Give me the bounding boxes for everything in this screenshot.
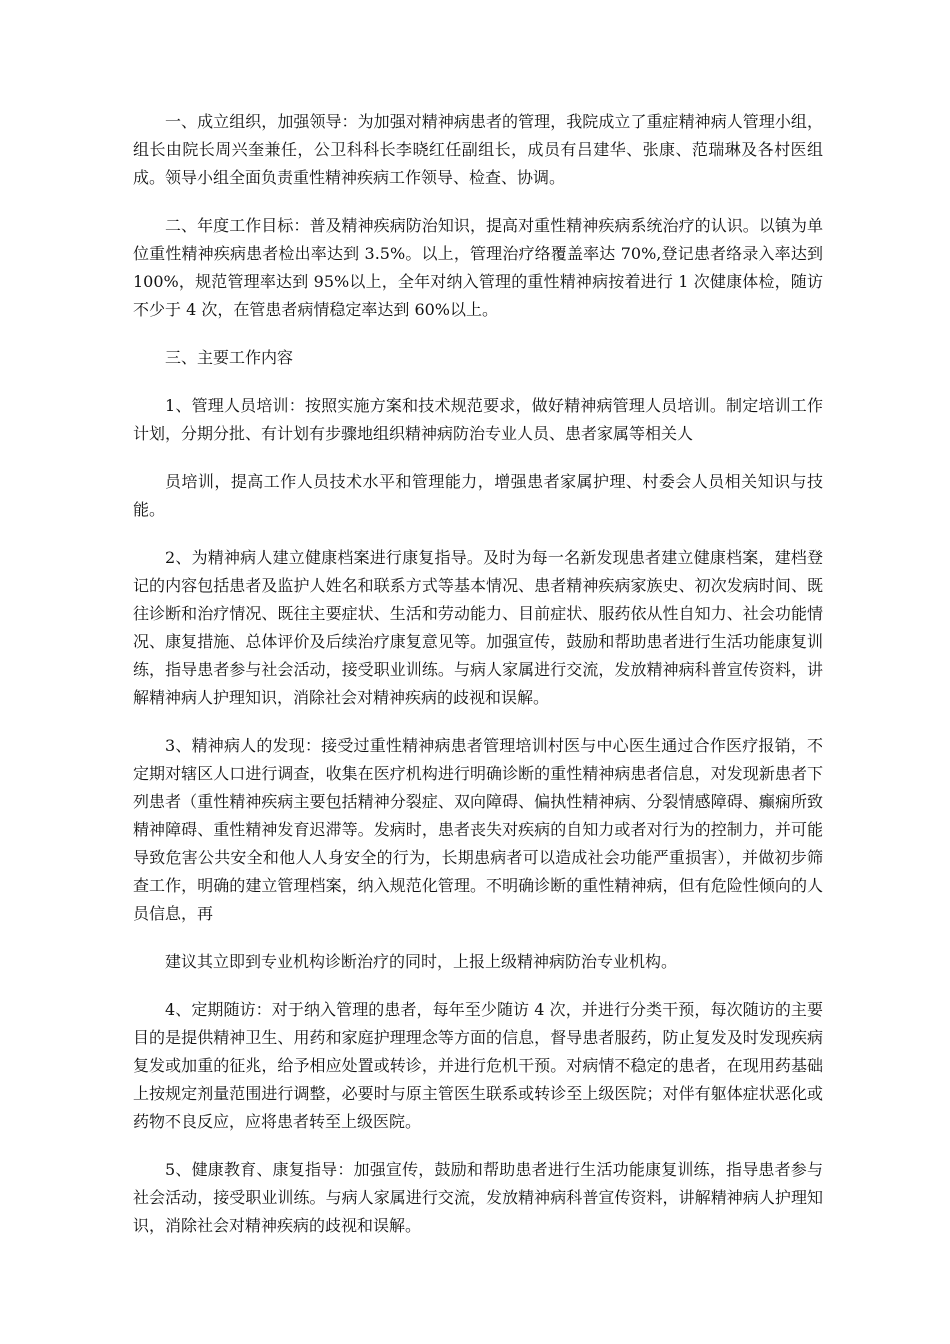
paragraph-staff-training-cont: 员培训，提高工作人员技术水平和管理能力，增强患者家属护理、村委会人员相关知识与技能。 <box>133 472 823 519</box>
section-heading-main-work: 三、主要工作内容 <box>165 348 294 367</box>
paragraph-patient-discovery-cont: 建议其立即到专业机构诊断治疗的同时，上报上级精神病防治专业机构。 <box>165 952 678 971</box>
paragraph-health-records: 2、为精神病人建立健康档案进行康复指导。及时为每一名新发现患者建立健康档案，建档登记的内容包括患者及监护人姓名和联系方式等基本情况、患者精神疾病家族史、初次发病时间、既往诊断和治疗情况、既往主要症状、生活和劳动能力、目前症状、服药依从性自知力、社会功能情况、康复措施、总体评价及后续治疗康复意见等。加强宣传，鼓励和帮助患者进行生活功能康复训练，指导患者参与社会活动，接受职业训练。与病人家属进行交流，发放精神病科普宣传资料，讲解精神病人护理知识，消除社会对精神疾病的歧视和误解。 <box>133 548 823 707</box>
paragraph-health-education: 5、健康教育、康复指导：加强宣传，鼓励和帮助患者进行生活功能康复训练，指导患者参与社会活动，接受职业训练。与病人家属进行交流，发放精神病科普宣传资料，讲解精神病人护理知识，消除社会对精神疾病的歧视和误解。 <box>133 1160 823 1235</box>
paragraph-organization: 一、成立组织，加强领导：为加强对精神病患者的管理，我院成立了重症精神病人管理小组，组长由院长周兴奎兼任，公卫科科长李晓红任副组长，成员有吕建华、张康、范瑞琳及各村医组成。领导小组全面负责重性精神疾病工作领导、检查、协调。 <box>133 112 823 187</box>
paragraph-staff-training: 1、管理人员培训：按照实施方案和技术规范要求，做好精神病管理人员培训。制定培训工作计划，分期分批、有计划有步骤地组织精神病防治专业人员、患者家属等相关人 <box>133 396 823 443</box>
paragraph-patient-discovery: 3、精神病人的发现：接受过重性精神病患者管理培训村医与中心医生通过合作医疗报销，不定期对辖区人口进行调查，收集在医疗机构进行明确诊断的重性精神病患者信息，对发现新患者下列患者（重性精神疾病主要包括精神分裂症、双向障碍、偏执性精神病、分裂情感障碍、癫痫所致精神障碍、重性精神发育迟滞等。发病时，患者丧失对疾病的自知力或者对行为的控制力，并可能导致危害公共安全和他人人身安全的行为，长期患病者可以造成社会功能严重损害），并做初步筛查工作，明确的建立管理档案，纳入规范化管理。不明确诊断的重性精神病，但有危险性倾向的人员信息，再 <box>133 736 823 923</box>
paragraph-follow-up: 4、定期随访：对于纳入管理的患者，每年至少随访 4 次，并进行分类干预，每次随访的主要目的是提供精神卫生、用药和家庭护理理念等方面的信息，督导患者服药，防止复发及时发现疾病复发或加重的征兆，给予相应处置或转诊，并进行危机干预。对病情不稳定的患者，在现用药基础上按规定剂量范围进行调整，必要时与原主管医生联系或转诊至上级医院；对伴有躯体症状恶化或药物不良反应，应将患者转至上级医院。 <box>133 1000 823 1131</box>
paragraph-annual-goals: 二、年度工作目标：普及精神疾病防治知识，提高对重性精神疾病系统治疗的认识。以镇为单位重性精神疾病患者检出率达到 3.5%。以上，管理治疗络覆盖率达 70%,登记患者络录入率达到 100%，规范管理率达到 95%以上，全年对纳入管理的重性精神病按着进行 1 次健康体检，随访不少于 4 次，在管患者病情稳定率达到 60%以上。 <box>133 216 823 319</box>
document-body <box>133 108 823 1260</box>
